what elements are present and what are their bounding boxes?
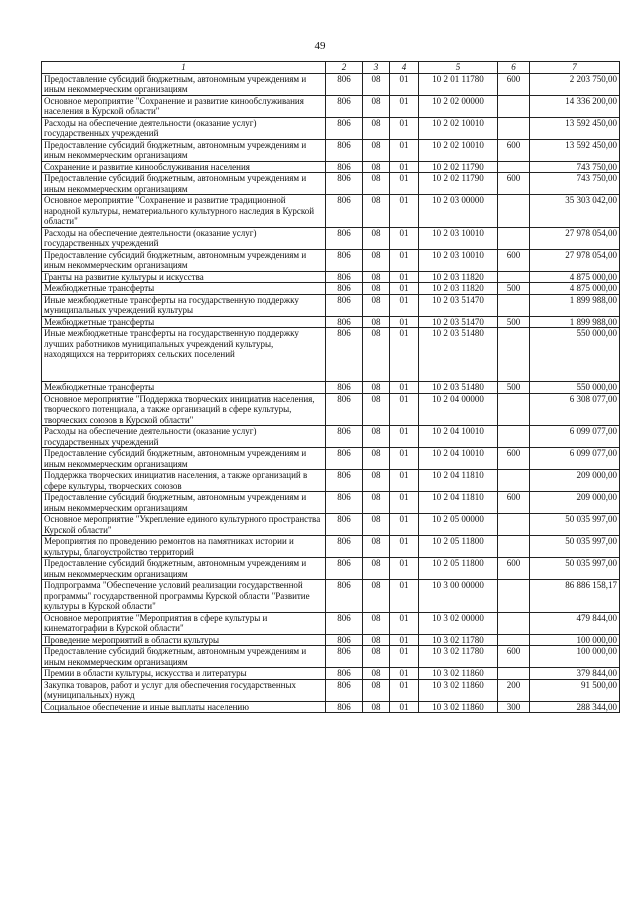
row-subsection: 01 xyxy=(390,95,419,117)
table-row xyxy=(42,294,620,316)
row-target: 10 2 03 10010 xyxy=(419,227,498,249)
row-amount: 35 303 042,00 xyxy=(530,195,620,228)
row-target: 10 2 05 00000 xyxy=(419,514,498,536)
row-section: 08 xyxy=(363,95,390,117)
row-section: 08 xyxy=(363,139,390,161)
row-name: Сохранение и развитие кинообслуживания населения xyxy=(42,161,326,173)
row-subsection: 01 xyxy=(390,612,419,634)
row-name: Расходы на обеспечение деятельности (оказание услуг) государственных учреждений xyxy=(42,426,326,448)
row-target: 10 3 02 11780 xyxy=(419,634,498,646)
table-row xyxy=(42,679,620,701)
row-code: 806 xyxy=(326,646,363,668)
table-row xyxy=(42,95,620,117)
row-subsection: 01 xyxy=(390,173,419,195)
column-header: 3 xyxy=(363,62,390,74)
table-row xyxy=(42,612,620,634)
row-name: Иные межбюджетные трансферты на государственную поддержку муниципальных учреждений культуры xyxy=(42,294,326,316)
row-type xyxy=(498,95,530,117)
row-section: 08 xyxy=(363,249,390,271)
table-row xyxy=(42,227,620,249)
row-subsection: 01 xyxy=(390,283,419,295)
row-code: 806 xyxy=(326,536,363,558)
row-target: 10 2 03 10010 xyxy=(419,249,498,271)
row-name: Предоставление субсидий бюджетным, автономным учреждениям и иным некоммерческим организациям xyxy=(42,173,326,195)
row-section: 08 xyxy=(363,227,390,249)
row-code: 806 xyxy=(326,195,363,228)
row-code: 806 xyxy=(326,393,363,426)
row-target: 10 2 03 11820 xyxy=(419,271,498,283)
row-section: 08 xyxy=(363,679,390,701)
row-type: 600 xyxy=(498,139,530,161)
column-header: 2 xyxy=(326,62,363,74)
row-amount: 6 308 077,00 xyxy=(530,393,620,426)
row-type xyxy=(498,514,530,536)
row-type xyxy=(498,536,530,558)
row-name: Основное мероприятие "Укрепление единого культурного пространства Курской области" xyxy=(42,514,326,536)
row-section: 08 xyxy=(363,161,390,173)
row-type xyxy=(498,195,530,228)
row-subsection: 01 xyxy=(390,634,419,646)
row-name: Предоставление субсидий бюджетным, автономным учреждениям и иным некоммерческим организациям xyxy=(42,139,326,161)
row-subsection: 01 xyxy=(390,294,419,316)
table-row xyxy=(42,646,620,668)
row-amount: 27 978 054,00 xyxy=(530,227,620,249)
row-subsection: 01 xyxy=(390,426,419,448)
table-row xyxy=(42,195,620,228)
row-amount: 100 000,00 xyxy=(530,646,620,668)
row-type xyxy=(498,271,530,283)
row-amount: 50 035 997,00 xyxy=(530,514,620,536)
row-code: 806 xyxy=(326,382,363,394)
row-name: Расходы на обеспечение деятельности (оказание услуг) государственных учреждений xyxy=(42,227,326,249)
row-subsection: 01 xyxy=(390,249,419,271)
row-code: 806 xyxy=(326,73,363,95)
row-type: 600 xyxy=(498,73,530,95)
row-section: 08 xyxy=(363,173,390,195)
row-section: 08 xyxy=(363,195,390,228)
row-target: 10 2 04 10010 xyxy=(419,448,498,470)
row-amount: 13 592 450,00 xyxy=(530,117,620,139)
row-amount: 6 099 077,00 xyxy=(530,448,620,470)
row-section: 08 xyxy=(363,470,390,492)
row-name: Предоставление субсидий бюджетным, автономным учреждениям и иным некоммерческим организациям xyxy=(42,558,326,580)
row-target: 10 3 02 11780 xyxy=(419,646,498,668)
row-subsection: 01 xyxy=(390,558,419,580)
row-target: 10 3 02 11860 xyxy=(419,701,498,713)
row-code: 806 xyxy=(326,492,363,514)
table-row xyxy=(42,536,620,558)
row-target: 10 3 02 11860 xyxy=(419,668,498,680)
row-type: 500 xyxy=(498,316,530,328)
row-amount: 14 336 200,00 xyxy=(530,95,620,117)
row-name: Основное мероприятие "Мероприятия в сфере культуры и кинематографии в Курской области" xyxy=(42,612,326,634)
row-name: Предоставление субсидий бюджетным, автономным учреждениям и иным некоммерческим организациям xyxy=(42,646,326,668)
row-section: 08 xyxy=(363,668,390,680)
row-subsection: 01 xyxy=(390,536,419,558)
row-amount: 209 000,00 xyxy=(530,470,620,492)
row-section: 08 xyxy=(363,634,390,646)
row-section: 08 xyxy=(363,393,390,426)
row-name: Закупка товаров, работ и услуг для обеспечения государственных (муниципальных) нужд xyxy=(42,679,326,701)
row-target: 10 2 04 11810 xyxy=(419,492,498,514)
row-code: 806 xyxy=(326,161,363,173)
row-code: 806 xyxy=(326,679,363,701)
row-amount: 743 750,00 xyxy=(530,161,620,173)
row-amount: 1 899 988,00 xyxy=(530,294,620,316)
row-type: 600 xyxy=(498,249,530,271)
row-code: 806 xyxy=(326,95,363,117)
column-header: 7 xyxy=(530,62,620,74)
row-section: 08 xyxy=(363,316,390,328)
row-name: Проведение мероприятий в области культуры xyxy=(42,634,326,646)
row-subsection: 01 xyxy=(390,161,419,173)
table-row xyxy=(42,382,620,394)
row-section: 08 xyxy=(363,448,390,470)
row-name: Поддержка творческих инициатив населения, а также организаций в сфере культуры, творческих союзов xyxy=(42,470,326,492)
row-type: 300 xyxy=(498,701,530,713)
row-section: 08 xyxy=(363,382,390,394)
row-amount: 13 592 450,00 xyxy=(530,139,620,161)
row-amount: 379 844,00 xyxy=(530,668,620,680)
table-header-row xyxy=(42,62,620,74)
row-code: 806 xyxy=(326,426,363,448)
row-type xyxy=(498,328,530,382)
table-row xyxy=(42,249,620,271)
row-name: Премии в области культуры, искусства и литературы xyxy=(42,668,326,680)
column-header: 4 xyxy=(390,62,419,74)
table-row xyxy=(42,117,620,139)
row-target: 10 2 03 51480 xyxy=(419,382,498,394)
row-subsection: 01 xyxy=(390,117,419,139)
row-type xyxy=(498,470,530,492)
row-amount: 86 886 158,17 xyxy=(530,580,620,613)
row-section: 08 xyxy=(363,426,390,448)
row-section: 08 xyxy=(363,117,390,139)
row-target: 10 2 02 10010 xyxy=(419,139,498,161)
row-name: Расходы на обеспечение деятельности (оказание услуг) государственных учреждений xyxy=(42,117,326,139)
row-section: 08 xyxy=(363,646,390,668)
row-type xyxy=(498,227,530,249)
row-amount: 550 000,00 xyxy=(530,328,620,382)
row-section: 08 xyxy=(363,73,390,95)
table-row xyxy=(42,634,620,646)
row-type: 600 xyxy=(498,558,530,580)
row-type xyxy=(498,612,530,634)
row-code: 806 xyxy=(326,448,363,470)
table-row xyxy=(42,492,620,514)
row-code: 806 xyxy=(326,514,363,536)
page-number: 49 xyxy=(314,40,326,52)
row-code: 806 xyxy=(326,634,363,646)
row-section: 08 xyxy=(363,328,390,382)
row-code: 806 xyxy=(326,470,363,492)
row-target: 10 2 03 11820 xyxy=(419,283,498,295)
row-name: Основное мероприятие "Поддержка творческих инициатив населения, творческого потенциала, а также организаций в сфере культуры, творческих союзов в Курской области" xyxy=(42,393,326,426)
row-target: 10 2 03 51480 xyxy=(419,328,498,382)
row-target: 10 2 04 10010 xyxy=(419,426,498,448)
row-target: 10 2 02 11790 xyxy=(419,161,498,173)
table-row xyxy=(42,580,620,613)
row-name: Межбюджетные трансферты xyxy=(42,382,326,394)
row-target: 10 2 03 51470 xyxy=(419,294,498,316)
row-code: 806 xyxy=(326,271,363,283)
row-target: 10 3 02 11860 xyxy=(419,679,498,701)
row-code: 806 xyxy=(326,294,363,316)
row-subsection: 01 xyxy=(390,328,419,382)
row-code: 806 xyxy=(326,701,363,713)
table-row xyxy=(42,393,620,426)
row-subsection: 01 xyxy=(390,448,419,470)
row-name: Подпрограмма "Обеспечение условий реализации государственной программы" государственной программы Курской области "Развитие культуры в Курской области" xyxy=(42,580,326,613)
row-type xyxy=(498,634,530,646)
row-section: 08 xyxy=(363,580,390,613)
table-row xyxy=(42,316,620,328)
row-subsection: 01 xyxy=(390,668,419,680)
row-code: 806 xyxy=(326,316,363,328)
row-section: 08 xyxy=(363,612,390,634)
row-code: 806 xyxy=(326,283,363,295)
row-target: 10 2 02 10010 xyxy=(419,117,498,139)
row-code: 806 xyxy=(326,612,363,634)
row-section: 08 xyxy=(363,558,390,580)
row-subsection: 01 xyxy=(390,393,419,426)
table-row xyxy=(42,73,620,95)
row-amount: 288 344,00 xyxy=(530,701,620,713)
row-amount: 27 978 054,00 xyxy=(530,249,620,271)
row-code: 806 xyxy=(326,173,363,195)
row-name: Основное мероприятие "Сохранение и развитие традиционной народной культуры, нематериального культурного наследия в Курской области" xyxy=(42,195,326,228)
row-section: 08 xyxy=(363,294,390,316)
column-header: 6 xyxy=(498,62,530,74)
row-amount: 50 035 997,00 xyxy=(530,536,620,558)
table-row xyxy=(42,283,620,295)
row-type: 600 xyxy=(498,448,530,470)
row-type xyxy=(498,161,530,173)
row-code: 806 xyxy=(326,668,363,680)
row-code: 806 xyxy=(326,117,363,139)
row-type xyxy=(498,668,530,680)
row-section: 08 xyxy=(363,271,390,283)
row-type xyxy=(498,580,530,613)
row-subsection: 01 xyxy=(390,470,419,492)
row-target: 10 3 00 00000 xyxy=(419,580,498,613)
row-name: Предоставление субсидий бюджетным, автономным учреждениям и иным некоммерческим организациям xyxy=(42,448,326,470)
table-row xyxy=(42,139,620,161)
row-target: 10 2 04 11810 xyxy=(419,470,498,492)
row-type: 500 xyxy=(498,283,530,295)
row-type xyxy=(498,426,530,448)
row-target: 10 2 02 11790 xyxy=(419,173,498,195)
budget-table xyxy=(41,61,620,713)
row-amount: 91 500,00 xyxy=(530,679,620,701)
row-section: 08 xyxy=(363,283,390,295)
row-subsection: 01 xyxy=(390,73,419,95)
row-subsection: 01 xyxy=(390,514,419,536)
row-subsection: 01 xyxy=(390,195,419,228)
row-name: Социальное обеспечение и иные выплаты населению xyxy=(42,701,326,713)
row-type: 600 xyxy=(498,492,530,514)
row-name: Иные межбюджетные трансферты на государственную поддержку лучших работников муниципальных учреждений культуры, находящихся на территориях сельских поселений xyxy=(42,328,326,382)
row-subsection: 01 xyxy=(390,316,419,328)
row-name: Основное мероприятие "Сохранение и развитие кинообслуживания населения в Курской области" xyxy=(42,95,326,117)
column-header: 1 xyxy=(42,62,326,74)
row-amount: 4 875 000,00 xyxy=(530,283,620,295)
row-subsection: 01 xyxy=(390,271,419,283)
row-code: 806 xyxy=(326,227,363,249)
row-amount: 2 203 750,00 xyxy=(530,73,620,95)
row-target: 10 2 04 00000 xyxy=(419,393,498,426)
row-type: 500 xyxy=(498,382,530,394)
row-target: 10 2 02 00000 xyxy=(419,95,498,117)
row-amount: 550 000,00 xyxy=(530,382,620,394)
row-name: Межбюджетные трансферты xyxy=(42,283,326,295)
row-amount: 4 875 000,00 xyxy=(530,271,620,283)
row-type: 600 xyxy=(498,646,530,668)
column-header: 5 xyxy=(419,62,498,74)
table-row xyxy=(42,448,620,470)
row-section: 08 xyxy=(363,701,390,713)
table-row xyxy=(42,668,620,680)
row-subsection: 01 xyxy=(390,646,419,668)
table-row xyxy=(42,271,620,283)
table-row xyxy=(42,426,620,448)
row-subsection: 01 xyxy=(390,227,419,249)
row-target: 10 3 02 00000 xyxy=(419,612,498,634)
row-amount: 1 899 988,00 xyxy=(530,316,620,328)
table-row xyxy=(42,161,620,173)
row-subsection: 01 xyxy=(390,139,419,161)
table-row xyxy=(42,470,620,492)
row-amount: 479 844,00 xyxy=(530,612,620,634)
row-target: 10 2 03 00000 xyxy=(419,195,498,228)
row-type xyxy=(498,393,530,426)
row-name: Межбюджетные трансферты xyxy=(42,316,326,328)
row-code: 806 xyxy=(326,558,363,580)
row-subsection: 01 xyxy=(390,382,419,394)
row-section: 08 xyxy=(363,492,390,514)
row-name: Предоставление субсидий бюджетным, автономным учреждениям и иным некоммерческим организациям xyxy=(42,249,326,271)
row-section: 08 xyxy=(363,514,390,536)
row-target: 10 2 03 51470 xyxy=(419,316,498,328)
table-row xyxy=(42,173,620,195)
row-code: 806 xyxy=(326,249,363,271)
row-name: Мероприятия по проведению ремонтов на памятниках истории и культуры, благоустройство территорий xyxy=(42,536,326,558)
row-code: 806 xyxy=(326,580,363,613)
row-type xyxy=(498,294,530,316)
row-amount: 6 099 077,00 xyxy=(530,426,620,448)
row-code: 806 xyxy=(326,139,363,161)
table-row xyxy=(42,701,620,713)
row-subsection: 01 xyxy=(390,492,419,514)
row-name: Предоставление субсидий бюджетным, автономным учреждениям и иным некоммерческим организациям xyxy=(42,492,326,514)
row-section: 08 xyxy=(363,536,390,558)
row-target: 10 2 05 11800 xyxy=(419,536,498,558)
row-amount: 209 000,00 xyxy=(530,492,620,514)
row-target: 10 2 01 11780 xyxy=(419,73,498,95)
row-amount: 100 000,00 xyxy=(530,634,620,646)
table-row xyxy=(42,558,620,580)
row-subsection: 01 xyxy=(390,701,419,713)
row-subsection: 01 xyxy=(390,580,419,613)
row-name: Гранты на развитие культуры и искусства xyxy=(42,271,326,283)
row-amount: 743 750,00 xyxy=(530,173,620,195)
row-subsection: 01 xyxy=(390,679,419,701)
table-row xyxy=(42,514,620,536)
row-type: 200 xyxy=(498,679,530,701)
row-type: 600 xyxy=(498,173,530,195)
row-type xyxy=(498,117,530,139)
row-name: Предоставление субсидий бюджетным, автономным учреждениям и иным некоммерческим организациям xyxy=(42,73,326,95)
row-amount: 50 035 997,00 xyxy=(530,558,620,580)
row-target: 10 2 05 11800 xyxy=(419,558,498,580)
table-row xyxy=(42,328,620,382)
row-code: 806 xyxy=(326,328,363,382)
